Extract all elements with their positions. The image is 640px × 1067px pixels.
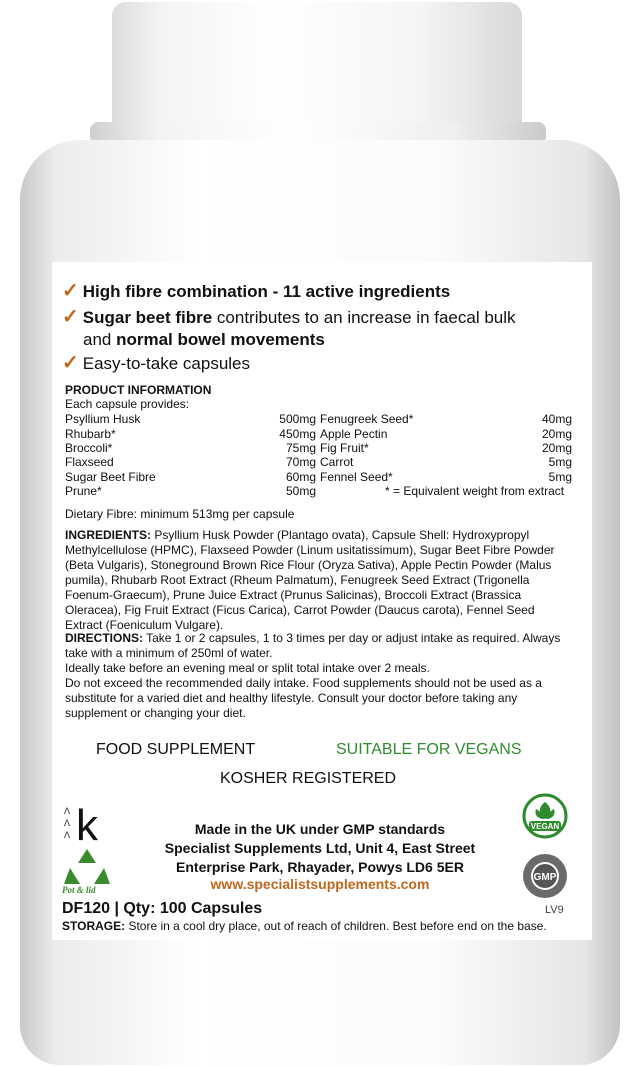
gmp-badge-icon [522,853,568,899]
ingredient-name: Prune* [65,484,102,498]
k-side-letter: Λ [64,818,71,828]
benefit-2 [62,306,516,351]
ingredient-amount: 500mg [279,412,316,426]
ingredient-name: Flaxseed [65,455,114,469]
directions-line2: Ideally take before an evening meal or split total intake over 2 meals. [65,661,430,675]
manufacturer-line2: Specialist Supplements Ltd, Unit 4, East Street [164,840,476,856]
ingredient-amount: 60mg [285,470,316,484]
ingredient-amount: 70mg [285,455,316,469]
storage-text [62,919,547,933]
ingredients-text: Psyllium Husk Powder (Plantago ovata), Capsule Shell: Hydroxypropyl Methylcellulose (HPMC), Flaxseed Powder (Linum usitatissimum), Sugar Beet Fibre Powder (Beta Vulgaris), Stoneground Brown Rice Flour (Oryza Sativa), Apple Pectin Powder (Malus pumila), Rhubarb Root Extract (Rheum Palmatum), Fenugreek Seed Extract (Trigonella Foenum-Graecum), Prune Juice Extract (Prunus Salicinas), Broccoli Extract (Brassica Oleracea), Fig Fruit Extract (Ficus Carica), Carrot Powder (Daucus carota), Fennel Seed Extract (Foeniculum Vulgare). [65,528,555,632]
dietary-fibre: Dietary Fibre: minimum 513mg per capsule [65,507,295,521]
ingredients-label: INGREDIENTS: [65,528,152,542]
check-icon: ✓ [62,352,79,374]
manufacturer-line3: Enterprise Park, Rhayader, Powys LD6 5ER [176,859,464,875]
benefit-2-bold: Sugar beet fibre [82,308,213,327]
vegan-badge-text: VEGAN [530,822,560,831]
check-icon: ✓ [62,280,79,302]
k-side-letter: Λ [64,830,71,840]
product-code: DF120 | Qty: 100 Capsules [62,900,263,917]
ingredient-name: Fennel Seed* [320,470,393,484]
label-version: LV9 [545,904,564,916]
gmp-badge-text: GMP [533,872,557,883]
ingredient-amount: 75mg [285,441,316,455]
benefit-2-text: contributes to an increase in faecal bulk [212,308,516,327]
pot-lid-label: Pot & lid [62,885,96,895]
footnote: * = Equivalent weight from extract [385,484,565,498]
manufacturer-line1: Made in the UK under GMP standards [194,821,446,837]
ingredient-amount: 5mg [548,455,572,469]
ingredient-name: Carrot [320,455,354,469]
brand-k-logo [62,800,112,844]
ingredient-name: Broccoli* [65,441,113,455]
ingredients-paragraph [65,528,575,633]
ingredient-amount: 5mg [548,470,572,484]
product-info-subtitle: Each capsule provides: [65,397,190,411]
kosher-text: KOSHER REGISTERED [220,770,397,787]
ingredient-amount: 50mg [285,484,316,498]
ingredient-name: Apple Pectin [320,427,388,441]
vegan-badge-icon [522,793,568,839]
directions-line3: Do not exceed the recommended daily intake. Food supplements should not be used as a substitute for a varied diet and healthy lifestyle. Consult your doctor before taking any supplement or changing your diet. [65,676,542,720]
suitable-vegans-text: SUITABLE FOR VEGANS [336,741,522,758]
food-supplement-text: FOOD SUPPLEMENT [96,741,256,758]
ingredient-amount: 450mg [279,427,316,441]
directions-text: Take 1 or 2 capsules, 1 to 3 times per day or adjust intake as required. Always take with a minimum of 250ml of water. [65,631,561,660]
directions-label: DIRECTIONS: [65,631,143,645]
ingredient-name: Fig Fruit* [320,441,369,455]
ingredient-name: Sugar Beet Fibre [65,470,156,484]
bottle-lid [112,2,522,130]
ingredient-name: Psyllium Husk [65,412,141,426]
benefit-2-line2: and [83,330,117,349]
manufacturer-url: www.specialistsupplements.com [210,876,430,892]
product-info-title: PRODUCT INFORMATION [65,383,212,397]
benefit-3-text: Easy-to-take capsules [82,354,251,373]
k-side-letter: Λ [64,806,71,816]
check-icon: ✓ [62,306,79,328]
ingredient-amount: 20mg [541,441,572,455]
benefit-1 [62,280,450,303]
benefit-2-line2-bold: normal bowel movements [116,330,325,349]
storage-label: STORAGE: [62,919,126,933]
storage-body: Store in a cool dry place, out of reach of children. Best before end on the base. [125,919,547,933]
benefit-3 [62,352,250,375]
benefit-1-text: High fibre combination - 11 active ingredients [82,282,451,301]
ingredient-amount: 20mg [541,427,572,441]
k-letter: k [76,801,98,844]
directions-paragraph [65,631,575,721]
ingredient-name: Rhubarb* [65,427,116,441]
recycle-icon [62,846,112,886]
ingredient-name: Fenugreek Seed* [320,412,414,426]
ingredient-amount: 40mg [541,412,572,426]
